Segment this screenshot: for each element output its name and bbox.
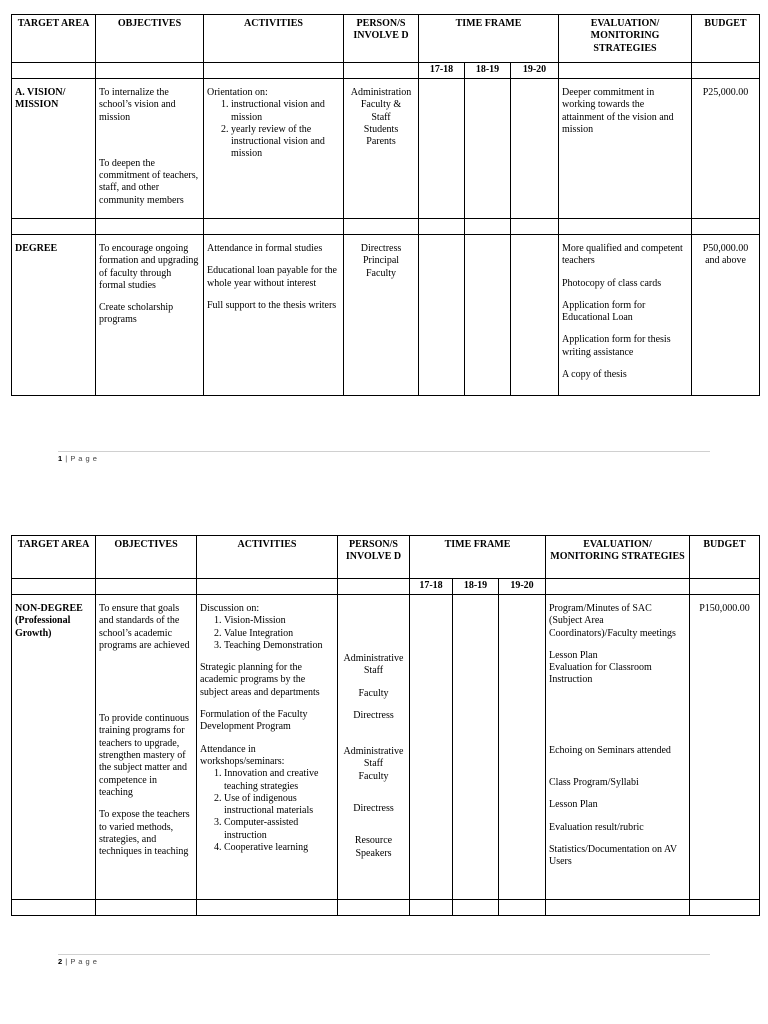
blank-cell (692, 219, 760, 235)
person-text: Parents (366, 136, 396, 148)
blank-cell (546, 579, 690, 595)
blank-cell (410, 900, 453, 916)
budget-cell (692, 235, 760, 396)
page-number: 2 (58, 957, 63, 966)
blank-cell (465, 219, 511, 235)
evaluation-text: Application form for Educational Loan (562, 299, 646, 324)
header-budget: BUDGET (690, 536, 760, 579)
blank-cell (12, 579, 96, 595)
target-area-vision-mission: A. VISION/ MISSION (12, 79, 96, 219)
objective-text: Create scholarship programs (99, 302, 174, 326)
table-row (12, 79, 760, 219)
activity-text: Educational loan payable for the whole year without interest (207, 265, 337, 289)
objective-text: To ensure that goals and standards of the school’s academic programs are achieved (99, 603, 190, 651)
header-time-frame: TIME FRAME (410, 536, 546, 579)
blank-cell (197, 900, 338, 916)
list-item: 4. Cooperative learning (224, 842, 334, 854)
activities-cell (204, 79, 344, 219)
blank-cell (204, 219, 344, 235)
time-cell (419, 235, 465, 396)
person-text: Faculty (358, 770, 389, 782)
footer-label: P a g e (70, 454, 98, 463)
list-item: 1. Vision-Mission (224, 615, 334, 627)
list-item: 3. Computer-assisted instruction (224, 817, 334, 842)
evaluation-cell (559, 235, 692, 396)
target-area-degree: DEGREE (12, 235, 96, 396)
blank-cell (12, 63, 96, 79)
page-footer (58, 954, 710, 966)
header-evaluation: EVALUATION/ MONITORING STRATEGIES (559, 15, 692, 63)
list-item: 2. Value Integration (224, 628, 334, 640)
blank-cell (12, 900, 96, 916)
list-item: 3. Teaching Demonstration (224, 640, 334, 652)
evaluation-text: Evaluation result/rubric (549, 821, 644, 833)
blank-cell (499, 900, 546, 916)
person-text: Faculty (366, 267, 396, 279)
header-persons-involved: PERSON/S INVOLVE D (338, 536, 410, 579)
footer-separator: | (65, 454, 68, 463)
activity-text: Formulation of the Faculty Development Program (200, 709, 308, 733)
time-cell (410, 595, 453, 900)
person-text: Directress (353, 709, 394, 721)
list-item: 2. Use of indigenous instructional materials (224, 793, 334, 818)
person-text: Directress (353, 803, 394, 815)
persons-cell (344, 235, 419, 396)
target-area-non-degree: NON-DEGREE (Professional Growth) (12, 595, 96, 900)
person-text: Faculty & (360, 99, 402, 111)
time-cell (511, 235, 559, 396)
list-item: 1. instructional vision and mission (231, 99, 340, 124)
blank-cell (692, 63, 760, 79)
blank-cell (511, 219, 559, 235)
header-evaluation: EVALUATION/ MONITORING STRATEGIES (546, 536, 690, 579)
footer-separator: | (65, 957, 68, 966)
year-19-20: 19-20 (511, 63, 559, 79)
person-text: Students (363, 123, 399, 135)
header-activities: ACTIVITIES (197, 536, 338, 579)
blank-cell (338, 900, 410, 916)
year-17-18: 17-18 (410, 579, 453, 595)
year-17-18: 17-18 (419, 63, 465, 79)
table-row (12, 235, 760, 396)
header-target-area: TARGET AREA (12, 15, 96, 63)
objective-text: To deepen the commitment of teachers, staff, and other community members (99, 157, 199, 206)
evaluation-text: A copy of thesis (562, 369, 627, 381)
objective-text: To expose the teachers to varied methods, strategies, and techniques in teaching (99, 809, 190, 858)
evaluation-text: Program/Minutes of SAC (Subject Area Coordinators)/Faculty meetings (549, 603, 676, 639)
year-18-19: 18-19 (465, 63, 511, 79)
workshop-list (200, 768, 334, 854)
blank-cell (197, 579, 338, 595)
person-text: Administrative Staff (343, 746, 404, 770)
blank-cell (338, 579, 410, 595)
blank-cell (12, 219, 96, 235)
evaluation-text: Photocopy of class cards (562, 277, 662, 289)
blank-cell (559, 219, 692, 235)
header-activities: ACTIVITIES (204, 15, 344, 63)
blank-cell (344, 63, 419, 79)
discussion-list (200, 615, 334, 652)
time-cell (465, 235, 511, 396)
budget-text: P50,000.00 (702, 243, 749, 254)
workshop-intro: Attendance in workshops/seminars: (200, 743, 285, 767)
activities-cell (204, 235, 344, 396)
page-footer (58, 451, 710, 463)
evaluation-cell (546, 595, 690, 900)
blank-cell (96, 63, 204, 79)
blank-cell (96, 579, 197, 595)
blank-cell (96, 900, 197, 916)
blank-cell (96, 219, 204, 235)
evaluation-text: Lesson Plan (549, 799, 598, 811)
blank-cell (690, 900, 760, 916)
person-text: Directress (360, 243, 402, 254)
person-text: Resource Speakers (354, 835, 393, 859)
evaluation-text: Class Program/Syllabi (549, 777, 639, 789)
page-number: 1 (58, 454, 63, 463)
evaluation-text: Lesson Plan (549, 649, 598, 661)
objective-text: To encourage ongoing formation and upgrading of faculty through formal studies (99, 243, 199, 291)
budget-cell: P25,000.00 (692, 79, 760, 219)
activity-text: Strategic planning for the academic programs by the subject areas and departments (200, 662, 320, 698)
blank-cell (453, 900, 499, 916)
person-text: Faculty (358, 687, 389, 699)
header-objectives: OBJECTIVES (96, 536, 197, 579)
header-budget: BUDGET (692, 15, 760, 63)
plan-table-page2 (11, 535, 760, 916)
persons-cell (344, 79, 419, 219)
activity-list (207, 99, 340, 160)
objectives-cell (96, 595, 197, 900)
blank-cell (344, 219, 419, 235)
persons-cell (338, 595, 410, 900)
evaluation-text: Echoing on Seminars attended (549, 744, 671, 756)
year-19-20: 19-20 (499, 579, 546, 595)
blank-cell (419, 219, 465, 235)
time-cell (419, 79, 465, 219)
person-text: Administration (350, 87, 412, 98)
discussion-intro: Discussion on: (200, 603, 260, 614)
list-item: 1. Innovation and creative teaching strategies (224, 768, 334, 793)
activities-cell (197, 595, 338, 900)
evaluation-text: Deeper commitment in working towards the attainment of the vision and mission (562, 87, 674, 135)
plan-table-page1 (11, 14, 760, 396)
blank-cell (690, 579, 760, 595)
header-target-area: TARGET AREA (12, 536, 96, 579)
time-cell (511, 79, 559, 219)
blank-cell (204, 63, 344, 79)
activity-intro: Orientation on: (207, 87, 268, 98)
budget-cell: P150,000.00 (690, 595, 760, 900)
person-text: Staff (371, 111, 391, 123)
header-objectives: OBJECTIVES (96, 15, 204, 63)
footer-label: P a g e (70, 957, 98, 966)
time-cell (465, 79, 511, 219)
evaluation-text: Statistics/Documentation on AV Users (549, 843, 677, 868)
person-text: Administrative Staff (343, 653, 404, 677)
evaluation-text: More qualified and competent teachers (562, 243, 683, 267)
objective-text: To internalize the school’s vision and mission (99, 87, 176, 123)
objectives-cell (96, 79, 204, 219)
budget-text: and above (705, 255, 746, 267)
evaluation-cell (559, 79, 692, 219)
objectives-cell (96, 235, 204, 396)
list-item: 2. yearly review of the instructional vision and mission (231, 124, 340, 161)
evaluation-text: Application form for thesis writing assistance (562, 334, 671, 358)
table-row (12, 595, 760, 900)
header-persons-involved: PERSON/S INVOLVE D (344, 15, 419, 63)
evaluation-text: Evaluation for Classroom Instruction (549, 662, 652, 686)
time-cell (453, 595, 499, 900)
header-time-frame: TIME FRAME (419, 15, 559, 63)
objective-text: To provide continuous training programs for teachers to upgrade, strengthen mastery of the subject matter and competence in teaching (99, 713, 189, 798)
blank-cell (546, 900, 690, 916)
year-18-19: 18-19 (453, 579, 499, 595)
activity-text: Attendance in formal studies (207, 243, 323, 254)
activity-text: Full support to the thesis writers (207, 299, 337, 311)
time-cell (499, 595, 546, 900)
blank-cell (559, 63, 692, 79)
person-text: Principal (362, 255, 400, 267)
